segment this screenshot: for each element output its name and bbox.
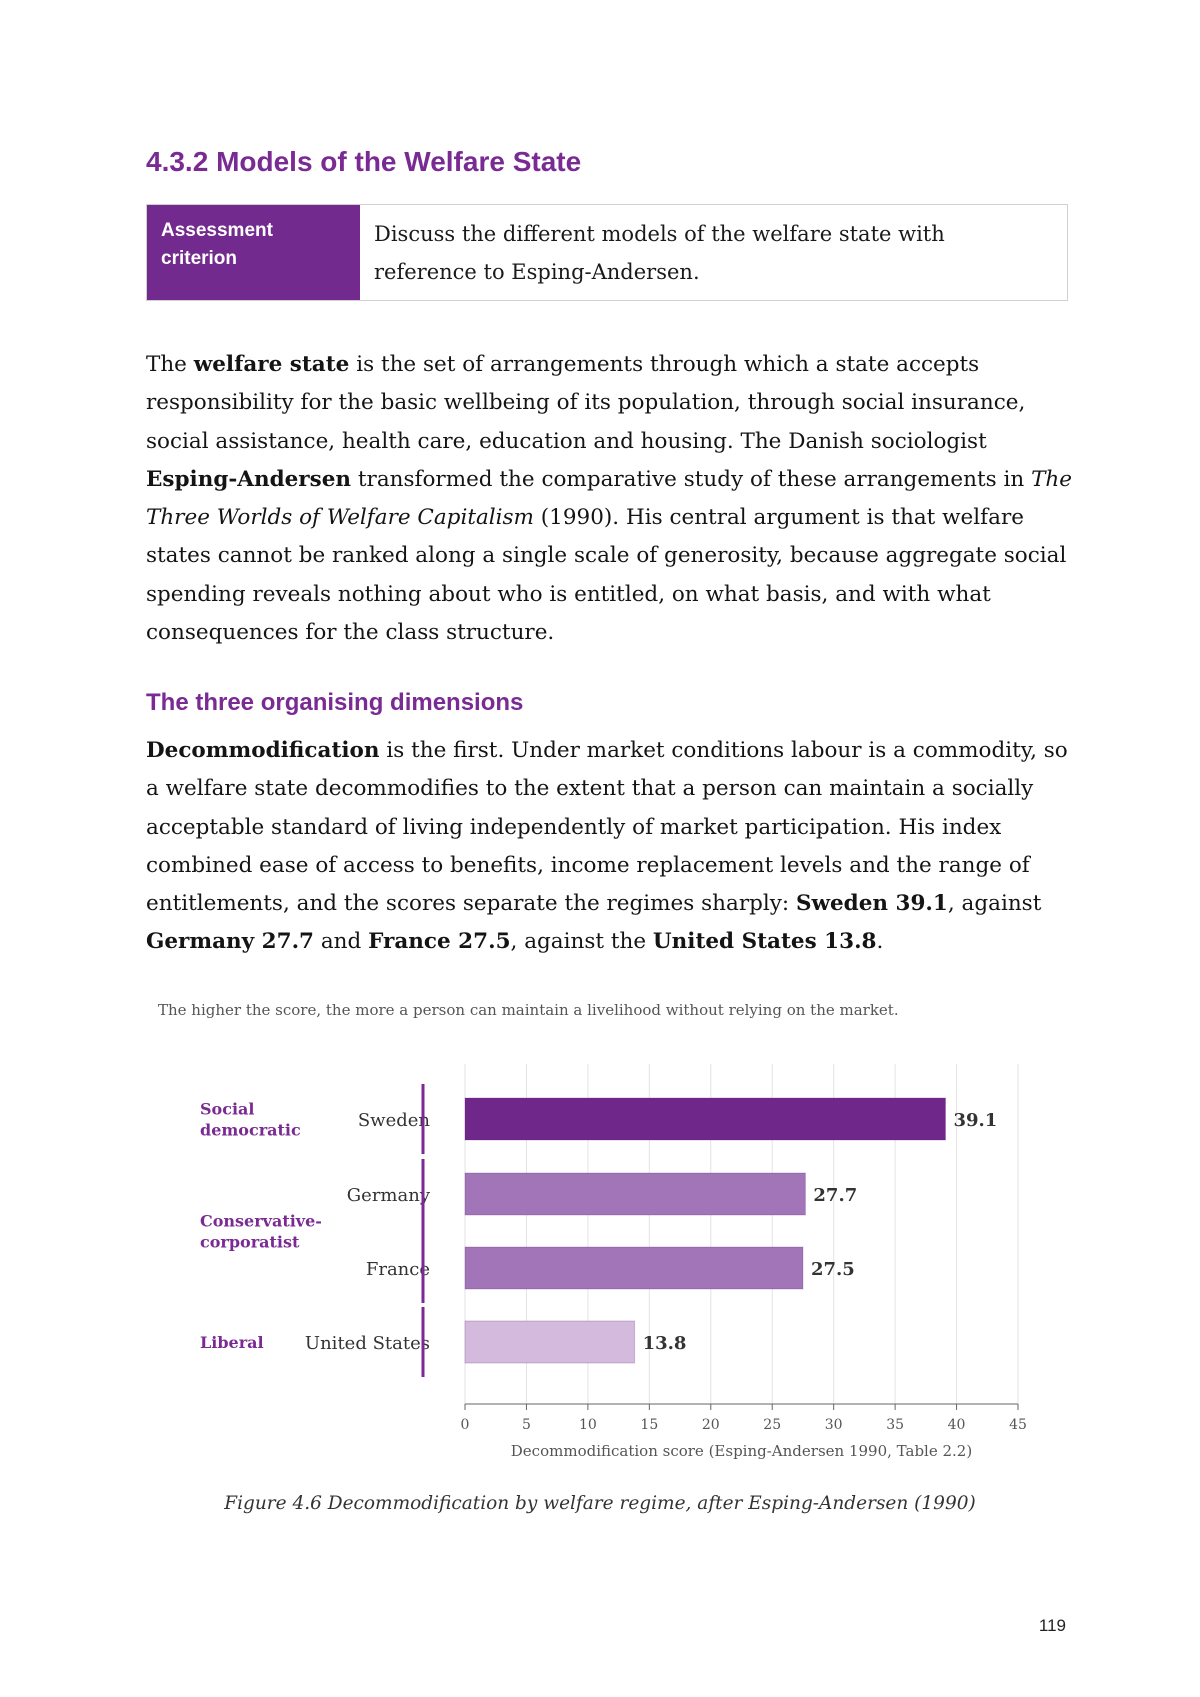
x-tick-label-5: 5 xyxy=(521,1417,531,1433)
group-label-social-democratic-0: Social xyxy=(200,1099,255,1119)
p2-text-1: is the first. Under market conditions labour is a commodity, so a welfare state decommodifies to the extent that a person can maintain a socially acceptable standard of living independently of market participation. His index combined ease of access to benefits, income replacement levels and the range of entitlements, and the scores separate the regimes sharply: xyxy=(146,738,1068,917)
score-sweden: Sweden 39.1 xyxy=(795,891,948,917)
section-title-text: Models of the Welfare State xyxy=(216,146,582,177)
category-label-sweden: Sweden xyxy=(357,1110,430,1131)
score-united-states: United States 13.8 xyxy=(652,929,877,955)
group-label-conservative-corporatist-1: corporatist xyxy=(200,1232,300,1252)
p2-text-2: , against xyxy=(947,891,1042,917)
x-tick-label-15: 15 xyxy=(640,1417,659,1433)
p1-text-3: transformed the comparative study of these arrangements in xyxy=(351,466,1032,492)
p1-text-1: The xyxy=(146,352,194,377)
assessment-criterion-box xyxy=(146,204,1068,301)
assessment-criterion-label: Assessment criterion xyxy=(147,205,360,300)
subheading: The three organising dimensions xyxy=(146,689,524,716)
figure-note: The higher the score, the more a person can maintain a livelihood without relying on the market. xyxy=(158,1001,899,1019)
group-label-social-democratic-1: democratic xyxy=(200,1120,301,1140)
bar-sweden xyxy=(465,1098,945,1140)
assessment-criterion-text: Discuss the different models of the welfare state with reference to Esping-Andersen. xyxy=(374,222,945,284)
section-number: 4.3.2 xyxy=(146,146,209,177)
bar-united-states xyxy=(465,1321,635,1363)
group-label-conservative-corporatist-0: Conservative- xyxy=(200,1211,322,1231)
group-label-liberal-0: Liberal xyxy=(200,1333,264,1352)
score-germany: Germany 27.7 xyxy=(146,929,315,955)
x-tick-label-30: 30 xyxy=(824,1417,843,1433)
page-number: 119 xyxy=(1038,1616,1066,1635)
x-axis-label: Decommodification score (Esping-Andersen 1990, Table 2.2) xyxy=(510,1442,973,1460)
x-tick-label-35: 35 xyxy=(886,1417,905,1433)
decommodification-bar-chart xyxy=(0,1040,1200,1460)
p2-text-4: , against the xyxy=(510,929,653,955)
p2-text-5: . xyxy=(876,929,884,955)
book-title: The Three Worlds of Welfare Capitalism xyxy=(146,466,1072,531)
value-label-united-states: 13.8 xyxy=(642,1333,687,1354)
figure-caption: Figure 4.6 Decommodification by welfare regime, after Esping-Andersen (1990) xyxy=(224,1493,976,1514)
category-label-germany: Germany xyxy=(346,1185,430,1206)
term-welfare-state: welfare state xyxy=(193,352,350,377)
x-tick-label-25: 25 xyxy=(763,1417,782,1433)
value-label-germany: 27.7 xyxy=(813,1185,858,1206)
section-title xyxy=(146,142,581,182)
x-tick-label-45: 45 xyxy=(1009,1417,1027,1433)
p1-text-4: (1990). His central argument is that welfare states cannot be ranked along a single scale of generosity, because aggregate social spending reveals nothing about who is entitled, on what basis, and with what consequences for the class structure. xyxy=(146,505,1067,646)
x-tick-label-0: 0 xyxy=(460,1417,470,1433)
value-label-france: 27.5 xyxy=(810,1259,855,1280)
value-label-sweden: 39.1 xyxy=(953,1110,998,1131)
x-tick-label-20: 20 xyxy=(701,1417,720,1433)
bar-france xyxy=(465,1247,803,1289)
category-label-united-states: United States xyxy=(304,1333,430,1354)
paragraph-welfare-state xyxy=(146,346,1076,652)
p2-text-3: and xyxy=(314,929,369,955)
term-decommodification: Decommodification xyxy=(146,738,380,763)
category-label-france: France xyxy=(365,1259,430,1280)
paragraph-decommodification xyxy=(146,732,1076,962)
bar-germany xyxy=(465,1173,805,1215)
x-tick-label-40: 40 xyxy=(947,1417,966,1433)
p1-text-2: is the set of arrangements through which a state accepts responsibility for the basic wellbeing of its population, through social insurance, social assistance, health care, education and housing. The Danish sociologist xyxy=(146,352,1026,454)
score-france: France 27.5 xyxy=(368,929,511,955)
x-tick-label-10: 10 xyxy=(578,1417,597,1433)
term-esping-andersen: Esping-Andersen xyxy=(146,466,352,492)
